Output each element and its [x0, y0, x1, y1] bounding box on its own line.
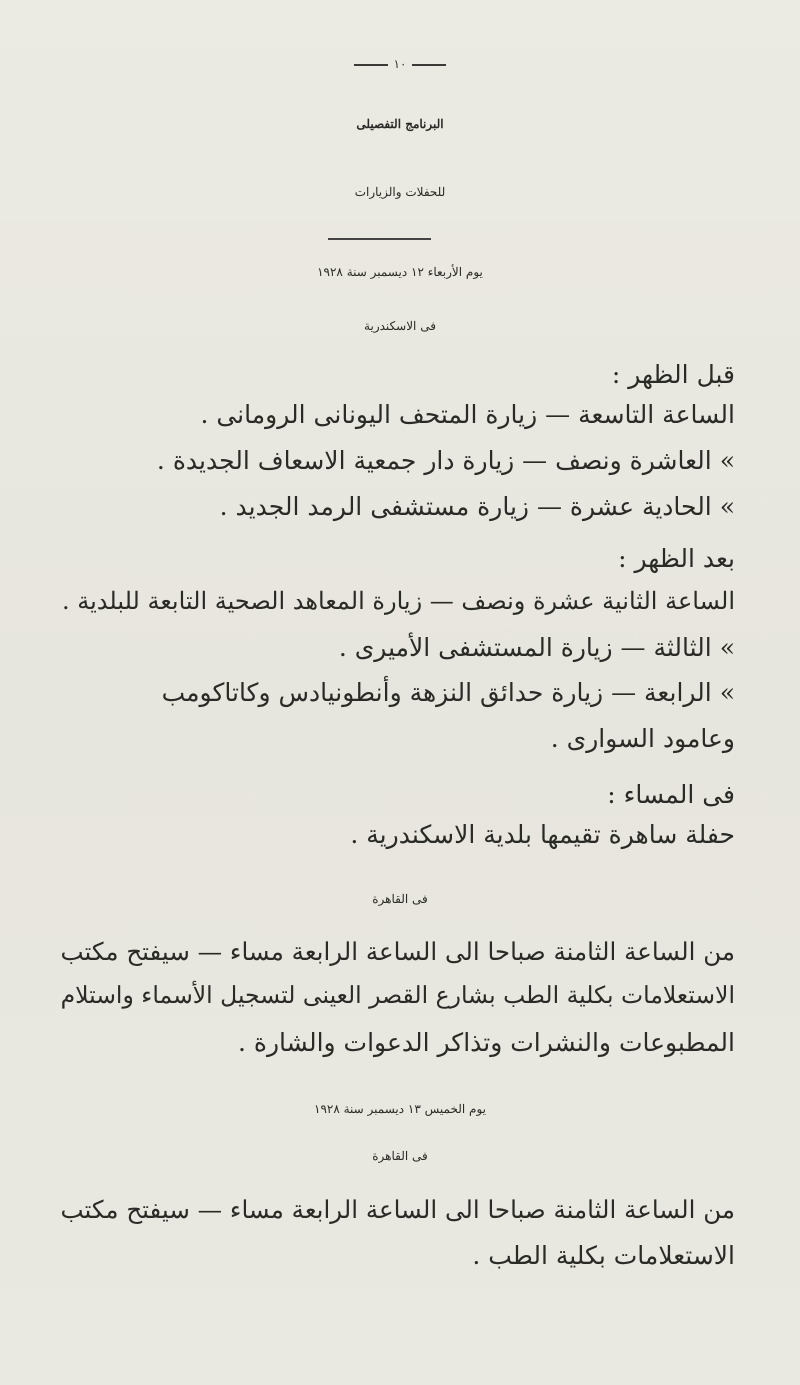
before-noon-item: » الحادية عشرة — زيارة مستشفى الرمد الجديد .	[219, 492, 735, 521]
day2-city-cairo: فى القاهرة	[372, 1149, 428, 1163]
day2-line: الاستعلامات بكلية الطب .	[472, 1241, 735, 1270]
cairo-line: الاستعلامات بكلية الطب بشارع القصر العينى لتسجيل الأسماء واستلام	[60, 981, 735, 1009]
evening-item: حفلة ساهرة تقيمها بلدية الاسكندرية .	[350, 820, 735, 849]
before-noon-heading: قبل الظهر :	[611, 360, 735, 389]
day2-line: من الساعة الثامنة صباحا الى الساعة الرابعة مساء — سيفتح مكتب	[60, 1195, 735, 1224]
after-noon-item: الساعة الثانية عشرة ونصف — زيارة المعاهد الصحية التابعة للبلدية .	[62, 587, 735, 615]
day1-date: يوم الأربعاء ١٢ ديسمبر سنة ١٩٢٨	[317, 265, 483, 279]
page-title: البرنامج التفصيلى	[356, 117, 444, 131]
day1-city-alexandria: فى الاسكندرية	[364, 319, 436, 333]
dash-left	[412, 64, 446, 66]
before-noon-item: » العاشرة ونصف — زيارة دار جمعية الاسعاف الجديدة .	[156, 446, 735, 475]
after-noon-heading: بعد الظهر :	[618, 544, 735, 573]
after-noon-item: » الرابعة — زيارة حدائق النزهة وأنطونيادس وكاتاكومب	[161, 678, 735, 707]
dash-right	[354, 64, 388, 66]
page-number-text: ١٠	[393, 57, 407, 71]
day1-city-cairo: فى القاهرة	[372, 892, 428, 906]
after-noon-item: » الثالثة — زيارة المستشفى الأميرى .	[338, 633, 735, 662]
before-noon-item: الساعة التاسعة — زيارة المتحف اليونانى الرومانى .	[200, 400, 735, 429]
day2-date: يوم الخميس ١٣ ديسمبر سنة ١٩٢٨	[314, 1102, 486, 1116]
title-rule	[328, 238, 431, 240]
cairo-line: المطبوعات والنشرات وتذاكر الدعوات والشارة .	[237, 1028, 735, 1057]
after-noon-item: وعامود السوارى .	[550, 724, 735, 753]
evening-heading: فى المساء :	[607, 780, 735, 809]
cairo-line: من الساعة الثامنة صباحا الى الساعة الرابعة مساء — سيفتح مكتب	[60, 937, 735, 966]
page-subtitle: للحفلات والزيارات	[354, 185, 446, 199]
page-number	[0, 58, 800, 70]
